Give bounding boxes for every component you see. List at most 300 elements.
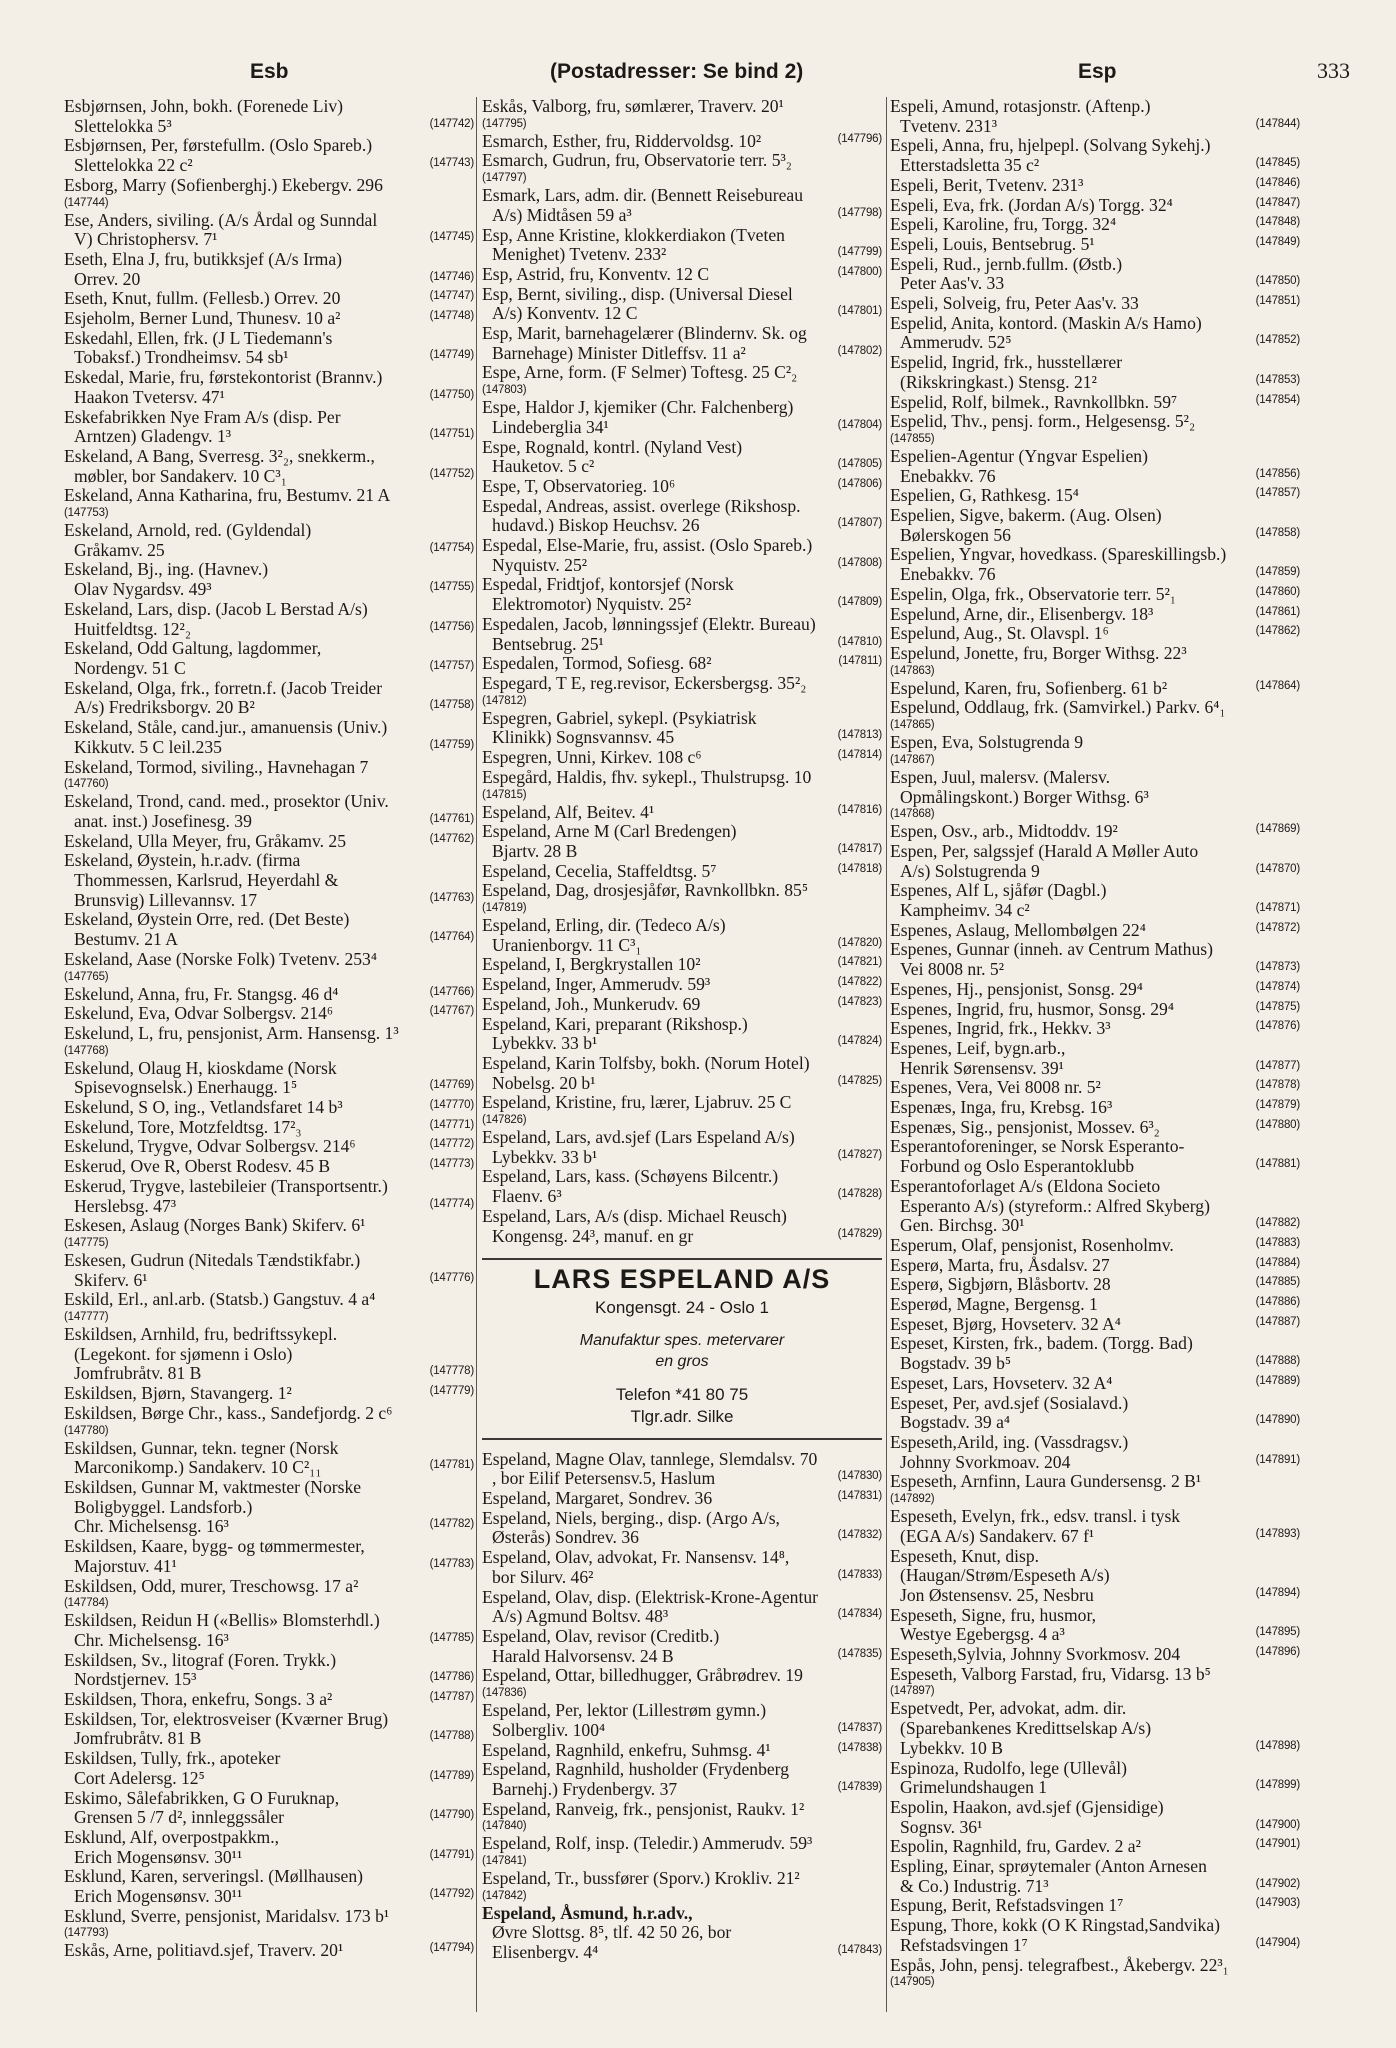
entry-address-line: Johnny Svorkmoav. 204 (900, 1452, 1071, 1472)
column-divider (476, 97, 477, 2012)
entry-name-line: Eskildsen, Sv., litograf (Foren. Trykk.) (64, 1650, 337, 1670)
entry-name-line: Eskeland, Lars, disp. (Jacob L Berstad A/s) (64, 599, 368, 619)
directory-entry (482, 226, 882, 265)
entry-number: (147822) (837, 976, 882, 989)
directory-entry (482, 654, 882, 674)
directory-entry (482, 1128, 882, 1167)
entry-name-line: Espeland, Joh., Munkerudv. 69 (482, 994, 701, 1014)
entry-name-line: Eskeland, Odd Galtung, lagdommer, (64, 639, 322, 659)
entry-number: (147877) (1255, 1059, 1300, 1072)
directory-entry (482, 132, 882, 152)
directory-entry (890, 768, 1300, 822)
entry-number: (147854) (1255, 393, 1300, 406)
directory-entry (482, 803, 882, 823)
entry-address-line: Lybekkv. 10 B (900, 1738, 1003, 1758)
entry-name-line: Espelien, Sigve, bakerm. (Aug. Olsen) (890, 506, 1162, 526)
entry-name-line: Espeli, Amund, rotasjonstr. (Aftenp.) (890, 97, 1151, 116)
directory-entry (482, 186, 882, 225)
directory-entry (64, 950, 474, 985)
entry-number: (147767) (429, 1005, 474, 1018)
entry-number: (147904) (1255, 1936, 1300, 1949)
entry-address-line: Cort Adelersg. 12⁵ (74, 1768, 205, 1788)
directory-entry (482, 955, 882, 975)
directory-entry (64, 1710, 474, 1749)
entry-name-line: Eskildsen, Gunnar M, vaktmester (Norske (64, 1478, 362, 1497)
entry-address-line: Nordengv. 51 C (74, 658, 186, 678)
directory-entry (890, 294, 1300, 314)
directory-entry (890, 1295, 1300, 1315)
entry-number: (147849) (1255, 235, 1300, 248)
entry-address-line: Gråkamv. 25 (74, 540, 165, 560)
entry-number: (147794) (429, 1942, 474, 1955)
entry-number: (147802) (837, 344, 882, 357)
entry-address-line: & Co.) Industrig. 71³ (900, 1876, 1049, 1896)
directory-entry (482, 1834, 882, 1869)
entry-address-line: A/s) Agmund Boltsv. 48³ (492, 1607, 669, 1627)
entry-name-line: Eskildsen, Tor, elektrosveiser (Kværner Brug) (64, 1709, 389, 1729)
header-left: Esb (250, 60, 289, 83)
entry-address-line: Ammerudv. 52⁵ (900, 333, 1012, 353)
entry-number: (147812) (482, 694, 527, 707)
entry-name-line: Eskefabrikken Nye Fram A/s (disp. Per (64, 407, 341, 427)
entry-name-line: Espås, John, pensj. telegrafbest., Åkebergv. 22³₁ (890, 1955, 1229, 1975)
entry-address-line: Bjartv. 28 B (492, 841, 578, 861)
directory-entry (890, 136, 1300, 175)
directory-entry (64, 1157, 474, 1177)
entry-address-line: Arntzen) Gladengv. 1³ (74, 427, 232, 447)
entry-name-line: Eskildsen, Thora, enkefru, Songs. 3 a² (64, 1690, 333, 1710)
entry-number: (147795) (482, 117, 527, 130)
entry-name-line: Espedalen, Tormod, Sofiesg. 68² (482, 654, 712, 674)
directory-entry (482, 768, 882, 803)
directory-entry (64, 1404, 474, 1439)
entry-number: (147783) (429, 1557, 474, 1570)
entry-name-line: Espeland, Cecelia, Staffeldtsg. 5⁷ (482, 861, 717, 881)
directory-entry (482, 285, 882, 324)
entry-number: (147782) (429, 1518, 474, 1531)
directory-entry (890, 1078, 1300, 1098)
directory-entry (890, 1236, 1300, 1256)
entry-name-line: Esklund, Karen, serveringsl. (Møllhausen) (64, 1867, 364, 1887)
directory-entry (890, 97, 1300, 136)
entry-name-line: Eskildsen, Børge Chr., kass., Sandefjordg. 2 c⁶ (64, 1403, 393, 1423)
entry-number: (147759) (429, 738, 474, 751)
directory-entry (64, 1216, 474, 1251)
directory-entry (64, 1004, 474, 1024)
directory-entry (890, 412, 1300, 447)
directory-entry (482, 674, 882, 709)
entry-address-line: Erich Mogensønsv. 30¹¹ (74, 1887, 243, 1907)
directory-entry (64, 1651, 474, 1690)
entry-address-line: Refstadsvingen 1⁷ (900, 1935, 1028, 1955)
entry-address-line: Erich Mogensønsv. 30¹¹ (74, 1847, 243, 1867)
entry-name-line: Espeli, Rud., jernb.fullm. (Østb.) (890, 254, 1123, 274)
entry-name-line: Espeland, Rolf, insp. (Teledir.) Ammerudv. 59³ (482, 1834, 813, 1854)
entry-name-line: Eskeland, Tormod, siviling., Havnehagan 7 (64, 757, 369, 777)
entry-number: (147817) (837, 842, 882, 855)
entry-name-line: Espeland, Karin Tolfsby, bokh. (Norum Hotel) (482, 1053, 810, 1073)
directory-entry (890, 1137, 1300, 1176)
directory-entry (482, 497, 882, 536)
entry-name-line: Espeland, Kristine, fru, lærer, Ljabruv. 25 C (482, 1093, 792, 1113)
entry-number: (147763) (429, 891, 474, 904)
directory-entry (64, 97, 474, 136)
directory-entry (482, 1207, 882, 1246)
entry-number: (147775) (64, 1236, 109, 1249)
entry-number: (147825) (837, 1074, 882, 1087)
entry-name-line: Espe, T, Observatorieg. 10⁶ (482, 476, 676, 496)
entry-name-line: Eskeland, Aase (Norske Folk) Tvetenv. 253⁴ (64, 949, 377, 969)
entry-number: (147823) (837, 995, 882, 1008)
entry-address-line: Hauketov. 5 c² (492, 457, 595, 477)
entry-name-line: Espeland, Ottar, billedhugger, Gråbrødrev. 19 (482, 1666, 803, 1686)
entry-name-line: Espedalen, Jacob, lønningssjef (Elektr. Bureau) (482, 614, 816, 634)
entry-number: (147799) (837, 246, 882, 259)
entry-number: (147787) (429, 1691, 474, 1704)
entry-number: (147883) (1255, 1236, 1300, 1249)
entry-address-line: Forbund og Oslo Esperantoklubb (900, 1157, 1135, 1177)
entry-name-line: Esbjørnsen, Per, førstefullm. (Oslo Spareb.) (64, 136, 373, 156)
entry-name-line: Esp, Bernt, siviling., disp. (Universal Diesel (482, 284, 793, 304)
directory-entry (64, 329, 474, 368)
entry-number: (147761) (429, 812, 474, 825)
entry-name-line: Espeli, Eva, frk. (Jordan A/s) Torgg. 32⁴ (890, 195, 1173, 215)
entry-address-line: Esperanto A/s) (styreform.: Alfred Skyberg) (900, 1196, 1210, 1216)
entry-name-line: Eskildsen, Reidun H («Bellis» Blomsterhdl.) (64, 1611, 380, 1631)
directory-entry (890, 980, 1300, 1000)
directory-entry (890, 733, 1300, 768)
ad-address: Kongensgt. 24 - Oslo 1 (595, 1297, 769, 1317)
entry-name-line: Espenæs, Sig., pensjonist, Mossev. 6³₂ (890, 1117, 1160, 1137)
entry-name-line: Esperum, Olaf, pensjonist, Rosenholmv. (890, 1235, 1174, 1255)
directory-entry (890, 822, 1300, 842)
entry-number: (147778) (429, 1365, 474, 1378)
entry-name-line: Espenes, Ingrid, frk., Hekkv. 3³ (890, 1019, 1111, 1039)
entry-number: (147863) (890, 664, 935, 677)
entry-name-line: Eskelund, Trygve, Odvar Solbergsv. 214⁶ (64, 1137, 356, 1157)
entry-name-line: Esp, Anne Kristine, klokkerdiakon (Tveten (482, 225, 785, 245)
entry-name-line: Espetvedt, Per, advokat, adm. dir. (890, 1699, 1127, 1719)
entry-number: (147858) (1255, 526, 1300, 539)
entry-name-line: Espen, Per, salgssjef (Harald A Møller Auto (890, 841, 1199, 861)
entry-address-line: A/s) Konventv. 12 C (492, 304, 638, 324)
entry-address-line: Chr. Michelsensg. 16³ (74, 1517, 229, 1537)
entry-number: (147776) (429, 1271, 474, 1284)
entry-address-line: bor Silurv. 46² (492, 1567, 594, 1587)
entry-number: (147869) (1255, 823, 1300, 836)
directory-entry (890, 447, 1300, 486)
entry-number: (147905) (890, 1976, 935, 1989)
entry-number: (147848) (1255, 216, 1300, 229)
entry-name-line: Espen, Juul, malersv. (Malersv. (890, 767, 1111, 787)
directory-entry (64, 985, 474, 1005)
ad-line1: Manufaktur spes. metervarer (579, 1331, 785, 1349)
directory-entry (64, 176, 474, 211)
entry-name-line: Espeland, Åsmund, h.r.adv., (482, 1903, 693, 1923)
entry-name-line: Espedal, Andreas, assist. overlege (Rikshosp. (482, 496, 801, 516)
entry-number: (147757) (429, 659, 474, 672)
entry-name-line: Espenes, Gunnar (inneh. av Centrum Mathus) (890, 940, 1213, 960)
directory-entry (482, 324, 882, 363)
entry-number: (147798) (837, 206, 882, 219)
entry-number: (147894) (1255, 1586, 1300, 1599)
entry-number: (147774) (429, 1197, 474, 1210)
entry-name-line: Espeland, Olav, revisor (Creditb.) (482, 1627, 720, 1646)
entry-number: (147852) (1255, 334, 1300, 347)
entry-name-line: Espelund, Arne, dir., Elisenbergv. 18³ (890, 604, 1154, 624)
entry-address-line: Bogstadv. 39 a⁴ (900, 1413, 1011, 1433)
entry-name-line: Eskeland, Øystein, h.r.adv. (firma (64, 851, 301, 871)
entry-number: (147851) (1255, 295, 1300, 308)
directory-entry (64, 1478, 474, 1537)
directory-entry (890, 1177, 1300, 1236)
directory-entry (64, 1059, 474, 1098)
header-center: (Postadresser: Se bind 2) (550, 60, 804, 83)
directory-entry (64, 1098, 474, 1118)
entry-number: (147773) (429, 1158, 474, 1171)
entry-name-line: Eskeland, Olga, frk., forretn.f. (Jacob Treider (64, 678, 383, 698)
entry-name-line: Espen, Osv., arb., Midtoddv. 19² (890, 822, 1118, 842)
entry-address-line: Peter Aas'v. 33 (900, 274, 1005, 294)
entry-address-line: Bestumv. 21 A (74, 930, 178, 950)
entry-name-line: Espling, Einar, sprøytemaler (Anton Arnesen (890, 1857, 1207, 1877)
directory-entry (64, 289, 474, 309)
entry-number: (147846) (1255, 176, 1300, 189)
entry-name-line: Eseth, Elna J, fru, butikksjef (A/s Irma) (64, 249, 343, 269)
entry-number: (147785) (429, 1631, 474, 1644)
entry-name-line: Espenes, Alf L, sjåfør (Dagbl.) (890, 881, 1107, 901)
entry-number: (147900) (1255, 1818, 1300, 1831)
directory-entry (64, 832, 474, 852)
directory-entry (890, 644, 1300, 679)
entry-name-line: Øvre Slottsg. 8⁵, tlf. 42 50 26, bor (492, 1923, 732, 1943)
entry-number: (147855) (890, 432, 935, 445)
entry-number: (147751) (429, 428, 474, 441)
entry-address-line: Westye Egebergsg. 4 a³ (900, 1625, 1065, 1645)
directory-entry (890, 314, 1300, 353)
entry-number: (147870) (1255, 862, 1300, 875)
entry-name-line: Eskildsen, Odd, murer, Treschowsg. 17 a² (64, 1576, 359, 1596)
entry-address-line: Lybekkv. 33 b¹ (492, 1147, 598, 1167)
entry-name-line: Esjeholm, Berner Lund, Thunesv. 10 a² (64, 309, 341, 329)
entry-name-line: Espelin, Olga, frk., Observatorie terr. 5²₁ (890, 584, 1176, 604)
entry-number: (147818) (837, 862, 882, 875)
directory-entry (890, 196, 1300, 216)
entry-name-line: Espe, Haldor J, kjemiker (Chr. Falchenberg) (482, 398, 794, 418)
directory-entry (482, 536, 882, 575)
entry-name-line: Espeland, Per, lektor (Lillestrøm gymn.) (482, 1701, 767, 1721)
entry-number: (147808) (837, 556, 882, 569)
entry-name-line: Eskeland, Trond, cand. med., prosektor (Univ. (64, 792, 389, 812)
directory-entry (64, 1789, 474, 1828)
entry-name-line: Espeland, Dag, drosjesjåfør, Ravnkollbkn. 85⁵ (482, 881, 808, 901)
entry-address-line: Uranienborgv. 11 C³₁ (492, 935, 642, 955)
entry-number: (147893) (1255, 1527, 1300, 1540)
entry-number: (147838) (837, 1741, 882, 1754)
entry-name-line: Espeland, Olav, advokat, Fr. Nansensv. 14⁸, (482, 1548, 790, 1568)
entry-name-line: Espeseth, Arnfinn, Laura Gundersensg. 2 B¹ (890, 1472, 1202, 1492)
entry-name-line: Eskeland, Ulla Meyer, fru, Gråkamv. 25 (64, 831, 347, 851)
entry-number: (147874) (1255, 980, 1300, 993)
entry-address-line: hudavd.) Biskop Heuchsv. 26 (492, 516, 700, 536)
page-number: 333 (1317, 58, 1350, 83)
entry-name-line: Espenæs, Inga, fru, Krebsg. 16³ (890, 1098, 1113, 1118)
entry-number: (147804) (837, 418, 882, 431)
directory-entry (64, 718, 474, 757)
entry-number: (147868) (890, 808, 935, 821)
entry-address-line: A/s) Solstugrenda 9 (900, 861, 1040, 881)
entry-number: (147768) (64, 1044, 109, 1057)
column-1 (64, 97, 474, 2012)
directory-entry (64, 1907, 474, 1942)
entry-number: (147814) (837, 749, 882, 762)
entry-number: (147790) (429, 1809, 474, 1822)
entry-name-line: Eskedahl, Ellen, frk. (J L Tiedemann's (64, 328, 333, 348)
directory-entry (482, 1167, 882, 1206)
directory-entry (482, 1093, 882, 1128)
directory-entry (64, 1439, 474, 1478)
entry-number: (147853) (1255, 373, 1300, 386)
directory-entry (482, 1904, 882, 1924)
entry-name-line: Espelien-Agentur (Yngvar Espelien) (890, 446, 1148, 466)
directory-entry (890, 1837, 1300, 1857)
directory-entry (890, 624, 1300, 644)
entry-number: (147806) (837, 477, 882, 490)
entry-address-line: Marconikomp.) Sandakerv. 10 C²₁₁ (74, 1458, 322, 1478)
directory-entry (64, 639, 474, 678)
entry-number: (147749) (429, 349, 474, 362)
entry-number: (147889) (1255, 1374, 1300, 1387)
directory-entry (890, 585, 1300, 605)
entry-name-line: Ese, Anders, siviling. (A/s Årdal og Sunndal (64, 210, 378, 230)
directory-entry (482, 398, 882, 437)
entry-number: (147892) (890, 1493, 935, 1506)
entry-number: (147762) (429, 832, 474, 845)
entry-number: (147833) (837, 1568, 882, 1581)
entry-name-line: Espelid, Anita, kontord. (Maskin A/s Hamo) (890, 313, 1202, 333)
entry-name-line: Eskildsen, Gunnar, tekn. tegner (Norsk (64, 1438, 339, 1458)
directory-entry (64, 1137, 474, 1157)
entry-number: (147882) (1255, 1217, 1300, 1230)
entry-number: (147752) (429, 467, 474, 480)
entry-number: (147886) (1255, 1296, 1300, 1309)
entry-number: (147859) (1255, 566, 1300, 579)
entry-name-line: Espedal, Else-Marie, fru, assist. (Oslo Spareb.) (482, 536, 813, 556)
entry-number: (147758) (429, 699, 474, 712)
directory-entry (64, 309, 474, 329)
entry-number: (147831) (837, 1490, 882, 1503)
entry-number: (147879) (1255, 1099, 1300, 1112)
directory-entry (890, 881, 1300, 920)
directory-entry (890, 1315, 1300, 1335)
directory-entry (64, 1828, 474, 1867)
directory-entry (64, 1251, 474, 1290)
entry-address-line: Grimelundshaugen 1 (900, 1778, 1048, 1798)
entry-name-line: Espen, Eva, Solstugrenda 9 (890, 733, 1084, 753)
entry-number: (147828) (837, 1188, 882, 1201)
entry-number: (147745) (429, 231, 474, 244)
directory-entry (482, 1869, 882, 1904)
directory-entry (890, 1606, 1300, 1645)
directory-entry (64, 1024, 474, 1059)
entry-name-line: Eseth, Knut, fullm. (Fellesb.) Orrev. 20 (64, 289, 341, 309)
entry-name-line: Espeset, Kirsten, frk., badem. (Torgg. Bad) (890, 1334, 1193, 1354)
entry-number: (147844) (1255, 117, 1300, 130)
entry-address-line: Barnehj.) Frydenbergv. 37 (492, 1779, 678, 1799)
entry-number: (147753) (64, 507, 109, 520)
entry-name-line: Eskesen, Aslaug (Norges Bank) Skiferv. 6¹ (64, 1216, 366, 1236)
directory-entry (64, 408, 474, 447)
entry-number: (147902) (1255, 1877, 1300, 1890)
directory-entry (890, 1857, 1300, 1896)
entry-name-line: Espenes, Vera, Vei 8008 nr. 5² (890, 1078, 1101, 1098)
entry-name-line: Esperantoforlaget A/s (Eldona Societo (890, 1176, 1161, 1196)
entry-name-line: Esmark, Lars, adm. dir. (Bennett Reisebureau (482, 186, 803, 206)
entry-number: (147791) (429, 1848, 474, 1861)
directory-entry (482, 477, 882, 497)
entry-name-line: Espelid, Thv., pensj. form., Helgesensg. 5²₂ (890, 412, 1196, 432)
directory-entry (482, 1923, 882, 1962)
entry-address-line: Herslebsg. 47³ (74, 1196, 177, 1216)
directory-entry (64, 1867, 474, 1906)
directory-entry (890, 176, 1300, 196)
entry-name-line: Espeli, Louis, Bentsebrug. 5¹ (890, 234, 1095, 254)
directory-entry (64, 1537, 474, 1576)
entry-name-line: Espeseth, Evelyn, frk., edsv. transl. i tysk (890, 1507, 1181, 1527)
entry-address-line: Slettelokka 5³ (74, 116, 172, 136)
directory-entry (890, 1334, 1300, 1373)
entry-name-line: Espenes, Ingrid, fru, husmor, Sonsg. 29⁴ (890, 999, 1174, 1019)
directory-entry (482, 1741, 882, 1761)
entry-number: (147873) (1255, 961, 1300, 974)
entry-address-line: Nyquistv. 25² (492, 555, 588, 575)
entry-name-line: Espeset, Per, avd.sjef (Sosialavd.) (890, 1393, 1129, 1413)
entry-number: (147801) (837, 305, 882, 318)
entry-name-line: Espeland, Ranveig, frk., pensjonist, Raukv. 1² (482, 1799, 805, 1819)
directory-entry (890, 921, 1300, 941)
entry-number: (147747) (429, 290, 474, 303)
ad-phone: Telefon *41 80 75 (615, 1384, 749, 1404)
directory-entry (890, 1039, 1300, 1078)
entry-number: (147890) (1255, 1414, 1300, 1427)
directory-entry (64, 1611, 474, 1650)
entry-number: (147872) (1255, 921, 1300, 934)
directory-entry (890, 1000, 1300, 1020)
entry-number: (147777) (64, 1311, 109, 1324)
entry-address-line: , bor Eilif Petersensv.5, Haslum (492, 1469, 716, 1489)
entry-address-line: Tobaksf.) Trondheimsv. 54 sb¹ (74, 348, 289, 368)
entry-address-line: Østerås) Sondrev. 36 (492, 1528, 639, 1548)
advertisement (482, 1258, 882, 1439)
entry-name-line: Espegård, Haldis, fhv. sykepl., Thulstrupsg. 10 (482, 767, 812, 787)
entry-number: (147861) (1255, 605, 1300, 618)
entry-number: (147834) (837, 1608, 882, 1621)
entry-address-line: Etterstadsletta 35 c² (900, 156, 1040, 176)
entry-number: (147824) (837, 1035, 882, 1048)
entry-address-line: Kikkutv. 5 C leil.235 (74, 737, 222, 757)
entry-number: (147821) (837, 956, 882, 969)
directory-entry (64, 600, 474, 639)
directory-entry (64, 1384, 474, 1404)
entry-name-line: Espeli, Karoline, fru, Torgg. 32⁴ (890, 215, 1117, 235)
directory-entry (890, 1896, 1300, 1916)
directory-entry (482, 1627, 882, 1666)
directory-entry (482, 363, 882, 398)
entry-address-line: Thommessen, Karlsrud, Heyerdahl & (74, 871, 339, 891)
entry-name-line: Eskildsen, Tully, frk., apoteker (64, 1749, 281, 1769)
directory-entry (890, 1098, 1300, 1118)
entry-name-line: Esbjørnsen, John, bokh. (Forenede Liv) (64, 97, 344, 116)
